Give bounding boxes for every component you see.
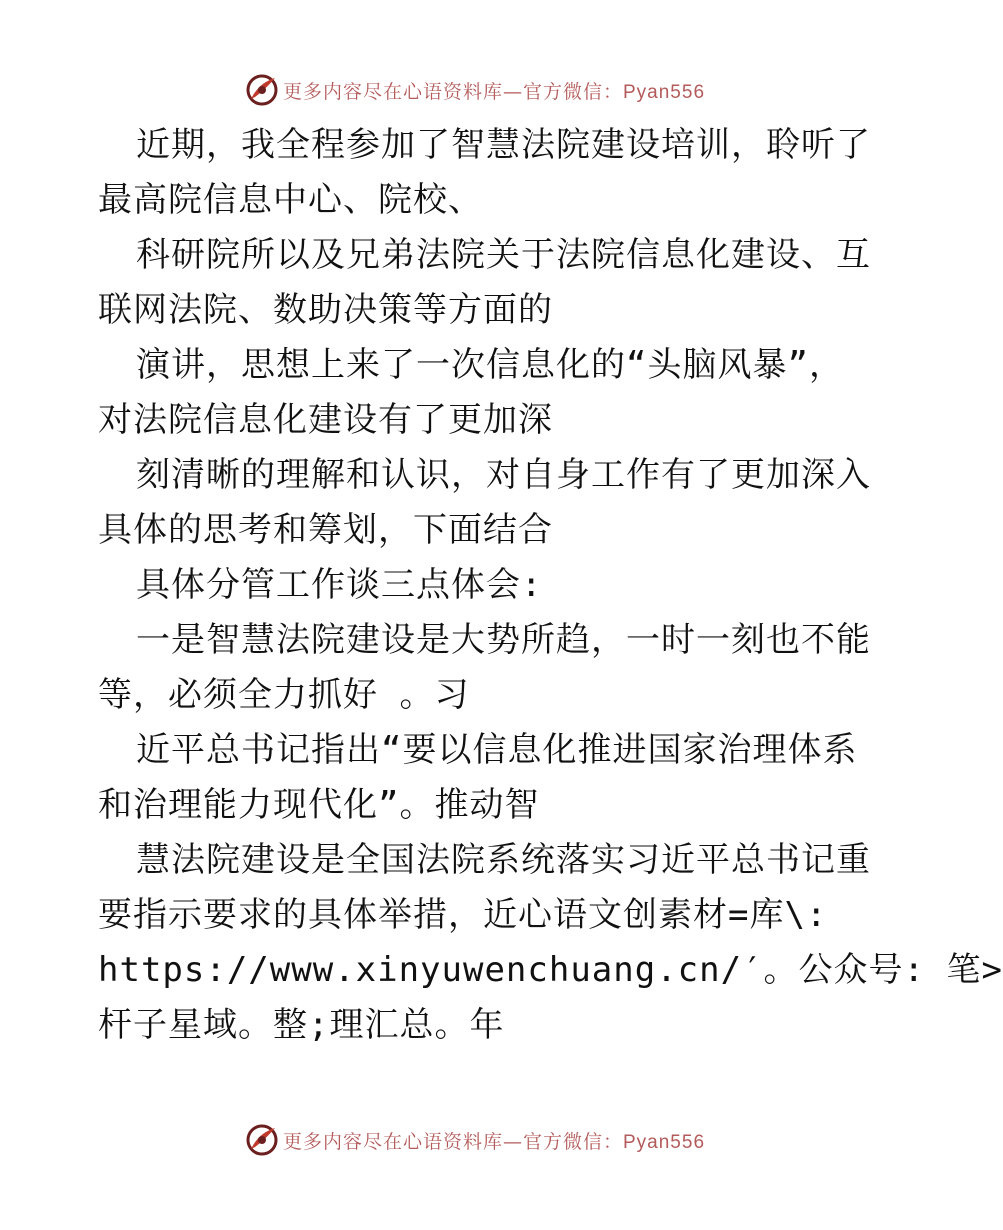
body-line: 最高院信息中心、院校、 bbox=[98, 180, 483, 220]
body-line: 近期，我全程参加了智慧法院建设培训，聆听了 bbox=[136, 125, 871, 165]
body-line: 对法院信息化建设有了更加深 bbox=[98, 400, 553, 440]
pen-logo-icon bbox=[245, 1123, 279, 1157]
body-line: 科研院所以及兄弟法院关于法院信息化建设、互 bbox=[136, 235, 871, 275]
watermark-wechat: 官方微信：Pyan556 bbox=[523, 1131, 706, 1153]
watermark-text bbox=[283, 1127, 705, 1154]
body-line: 杆子星域。整;理汇总。年 bbox=[98, 1005, 505, 1045]
watermark-group bbox=[245, 73, 705, 107]
body-line: 近平总书记指出“要以信息化推进国家治理体系 bbox=[136, 730, 858, 770]
footer-watermark bbox=[0, 1120, 950, 1160]
watermark-library-text: 更多内容尽在心语资料库 bbox=[282, 1130, 503, 1153]
watermark-dash: — bbox=[503, 1130, 523, 1153]
body-line: 和治理能力现代化”。推动智 bbox=[98, 785, 540, 825]
header-watermark bbox=[0, 70, 950, 110]
body-line: 具体的思考和筹划，下面结合 bbox=[98, 510, 553, 550]
body-line: 一是智慧法院建设是大势所趋，一时一刻也不能 bbox=[136, 620, 871, 660]
watermark-wechat: 官方微信：Pyan556 bbox=[523, 81, 706, 103]
body-line: 等，必须全力抓好 。习 bbox=[98, 675, 470, 715]
body-line: https://www.xinyuwenchuang.cn/′。公众号: 笔> bbox=[98, 950, 1003, 990]
body-line: 演讲，思想上来了一次信息化的“头脑风暴”， bbox=[136, 345, 844, 385]
pen-logo-icon bbox=[245, 73, 279, 107]
watermark-text bbox=[283, 77, 705, 104]
body-line: 刻清晰的理解和认识，对自身工作有了更加深入 bbox=[136, 455, 871, 495]
watermark-library-text: 更多内容尽在心语资料库 bbox=[282, 80, 503, 103]
body-line: 慧法院建设是全国法院系统落实习近平总书记重 bbox=[136, 840, 871, 880]
body-line: 联网法院、数助决策等方面的 bbox=[98, 290, 553, 330]
watermark-group bbox=[245, 1123, 705, 1157]
document-body bbox=[98, 118, 1003, 1053]
body-line: 要指示要求的具体举措，近心语文创素材=库\: bbox=[98, 895, 828, 935]
body-line: 具体分管工作谈三点体会: bbox=[136, 565, 543, 605]
watermark-dash: — bbox=[503, 80, 523, 103]
